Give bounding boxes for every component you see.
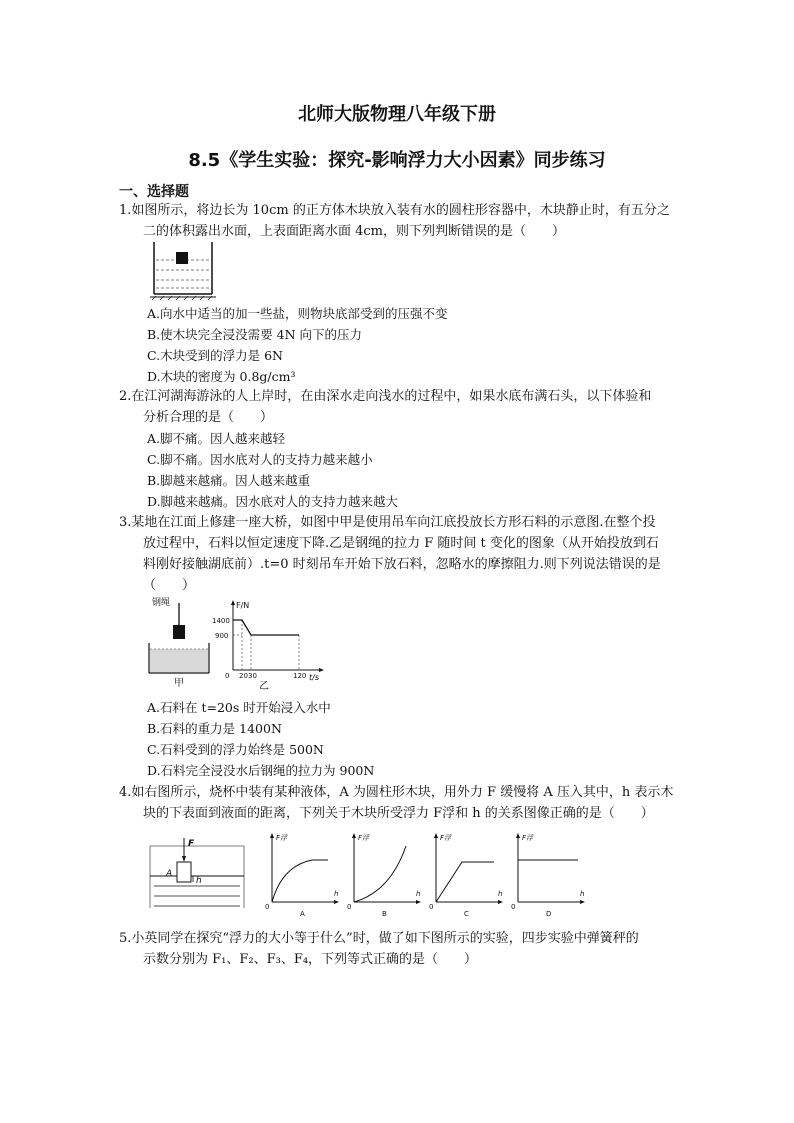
worksheet-title: 北师大版物理八年级下册 bbox=[298, 104, 496, 125]
question-3-line-3: 料刚好接触湖底前）.t=0 时刻吊车开始下放石料，忽略水的摩擦阻力.则下列说法错误的是 bbox=[143, 557, 661, 572]
q3-option-c: C.石料受到的浮力始终是 500N bbox=[147, 742, 324, 757]
graph-a-label: A bbox=[300, 910, 305, 918]
graph-c-label: C bbox=[464, 910, 469, 918]
yi-label: 乙 bbox=[259, 681, 269, 692]
question-2-line-2: 分析合理的是（ ） bbox=[143, 410, 274, 425]
question-4 bbox=[119, 782, 704, 824]
stone-block bbox=[173, 625, 185, 639]
force-label: F bbox=[188, 839, 195, 849]
q2-option-a: A.脚不痛。因人越来越轻 bbox=[147, 431, 286, 446]
graph-c-curve bbox=[436, 862, 494, 902]
question-2 bbox=[119, 386, 704, 428]
q3-option-a: A.石料在 t=20s 时开始浸入水中 bbox=[147, 700, 331, 715]
q4-graph-c bbox=[426, 830, 506, 918]
x-tick-30: 30 bbox=[248, 672, 257, 680]
section-heading: 一、选择题 bbox=[119, 184, 189, 200]
graph-d-label: D bbox=[546, 910, 552, 918]
svg-text:0: 0 bbox=[265, 903, 270, 911]
x-tick-20: 20 bbox=[239, 672, 248, 680]
wood-block bbox=[176, 252, 188, 264]
q1-option-c: C.木块受到的浮力是 6N bbox=[147, 348, 283, 363]
q3-force-time-chart bbox=[211, 598, 329, 690]
q3-crane-figure bbox=[146, 595, 212, 687]
worksheet-subtitle: 8.5《学生实验：探究-影响浮力大小因素》同步练习 bbox=[188, 150, 606, 171]
depth-label: h bbox=[196, 876, 202, 886]
svg-text:F浮: F浮 bbox=[358, 834, 370, 842]
q1-option-d: D.木块的密度为 0.8g/cm³ bbox=[147, 369, 296, 384]
question-5-line-1: 5.小英同学在探究“浮力的大小等于什么”时，做了如下图所示的实验，四步实验中弹簧秤的 bbox=[119, 931, 639, 946]
svg-text:h: h bbox=[498, 890, 503, 898]
question-1-line-2: 二的体积露出水面，上表面距离水面 4cm，则下列判断错误的是（ ） bbox=[143, 224, 566, 239]
q1-option-a: A.向水中适当的加一些盐，则物块底部受到的压强不变 bbox=[147, 306, 448, 321]
cylinder-block-a bbox=[177, 862, 191, 882]
block-label: A bbox=[166, 869, 173, 879]
q4-graph-d bbox=[508, 830, 592, 918]
question-1 bbox=[119, 200, 704, 242]
svg-text:0: 0 bbox=[511, 903, 516, 911]
svg-text:0: 0 bbox=[429, 903, 434, 911]
svg-text:h: h bbox=[416, 890, 421, 898]
graph-a-curve bbox=[272, 860, 328, 902]
svg-text:0: 0 bbox=[347, 903, 352, 911]
q1-option-b: B.使木块完全浸没需要 4N 向下的压力 bbox=[147, 327, 362, 342]
q4-graph-a bbox=[262, 830, 342, 918]
svg-text:F浮: F浮 bbox=[440, 834, 452, 842]
question-3-line-4: （ ） bbox=[143, 578, 196, 593]
q4-beaker-figure bbox=[148, 836, 246, 914]
y-axis-label: F/N bbox=[236, 601, 250, 610]
q1-container-figure bbox=[148, 240, 220, 300]
svg-text:h: h bbox=[580, 890, 585, 898]
q3-option-d: D.石料完全浸没水后钢绳的拉力为 900N bbox=[147, 763, 375, 778]
graph-b-label: B bbox=[382, 910, 387, 918]
question-5 bbox=[119, 928, 704, 970]
q4-graph-b bbox=[344, 830, 424, 918]
svg-text:F浮: F浮 bbox=[522, 834, 534, 842]
question-2-line-1: 2.在江河湖海游泳的人上岸时，在由深水走向浅水的过程中，如果水底布满石头，以下体验和 bbox=[119, 389, 652, 404]
q3-option-b: B.石料的重力是 1400N bbox=[147, 721, 282, 736]
q2-option-d: D.脚越来越痛。因水底对人的支持力越来越大 bbox=[147, 494, 399, 509]
question-4-line-1: 4.如右图所示，烧杯中装有某种液体，A 为圆柱形木块，用外力 F 缓慢将 A 压入其中，h 表示木 bbox=[119, 785, 674, 800]
jia-label: 甲 bbox=[174, 678, 184, 689]
water bbox=[150, 649, 208, 672]
question-1-line-1: 1.如图所示，将边长为 10cm 的正方体木块放入装有水的圆柱形容器中，木块静止时，有五分之 bbox=[119, 203, 670, 218]
y-tick-1400: 1400 bbox=[212, 617, 230, 625]
x-axis-label: t/s bbox=[309, 673, 319, 682]
svg-text:h: h bbox=[334, 890, 339, 898]
y-tick-900: 900 bbox=[215, 632, 229, 640]
graph-b-curve bbox=[354, 846, 406, 902]
q2-option-c: C.脚不痛。因水底对人的支持力越来越小 bbox=[147, 452, 373, 467]
x-tick-120: 120 bbox=[293, 672, 307, 680]
question-3 bbox=[119, 512, 704, 596]
question-3-line-1: 3.某地在江面上修建一座大桥，如图中甲是使用吊车向江底投放长方形石料的示意图.在整个投 bbox=[119, 515, 656, 530]
q2-option-b: B.脚越来越痛。因人越来越重 bbox=[147, 473, 311, 488]
rope-label: 钢绳 bbox=[152, 598, 171, 608]
question-5-line-2: 示数分别为 F₁、F₂、F₃、F₄，下列等式正确的是（ ） bbox=[143, 952, 478, 967]
force-curve bbox=[233, 620, 299, 635]
question-4-line-2: 块的下表面到液面的距离，下列关于木块所受浮力 F浮和 h 的关系图像正确的是（ ） bbox=[143, 806, 654, 821]
svg-text:F浮: F浮 bbox=[276, 834, 288, 842]
question-3-line-2: 放过程中，石料以恒定速度下降.乙是钢绳的拉力 F 随时间 t 变化的图象（从开始投放到石 bbox=[143, 536, 659, 551]
origin-label: 0 bbox=[225, 672, 230, 680]
